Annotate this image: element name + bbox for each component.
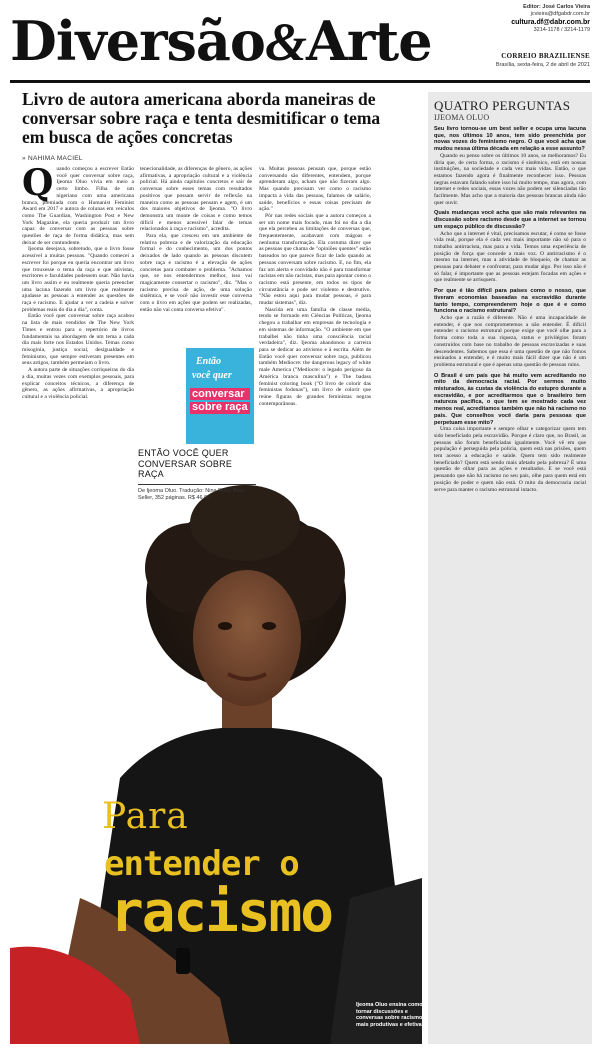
book-cover-line-2: você quer — [192, 370, 232, 381]
section-brand — [10, 10, 432, 73]
portrait-illustration — [10, 478, 422, 1044]
question: Seu livro tornou-se um best seller e ocupa uma lacuna que, nos últimos 10 anos, tem sido preenchida por novas vozes do feminismo negro. O que você acha que mudou nessa última década em relação a esse assunto? — [434, 126, 586, 153]
sidebar-subheading: IJEOMA OLUO — [434, 113, 490, 122]
book-caption-info: De Ijeoma Oluo. Tradução: Nina Rizzi. Best Seller, 352 páginas. R$ 46,00 — [138, 488, 245, 502]
masthead-rule — [10, 80, 590, 83]
book-caption — [138, 448, 256, 502]
book-caption-title: ENTÃO VOCÊ QUER CONVERSAR SOBRE RAÇA — [138, 448, 233, 479]
brand-ampersand: & — [264, 12, 306, 72]
book-cover — [186, 348, 254, 444]
answer: Acho que a razão é diferente. Não é uma incapacidade de entender, é que nos comprometemos a não entender. É difícil entender o racismo estrutural porque exige que você olhe para a forma como toda a sua riqueza, status e privilégios foram construídos com base no trabalho de pessoas escravizadas e suas descendentes. Sabemos que essa é uma questão de que não fomos ensinados a entender, e é muito mais fácil dizer que não é um problema estrutural e que é apenas uma questão de pessoas ruins. — [434, 314, 586, 368]
answer: Acho que a internet é vital, precisamos escutar, é como se fosse vida real, porque ela é cada vez mais importante não só para o trabalho antirracista, mas para a vida. Temos uma experiência de posição de força que concede a mais voz. O antirracismo é o mesmo na internet, mas a atividade de bloqueio, de chamar as pessoas para debater e confrontar, para mudar algo. Por isso não é só falar, é importante que as pessoas estejam focadas em ações e que realmente se arrisquem. — [434, 230, 586, 284]
paragraph: A autora parte de situações corriqueiras do dia a dia, muitas vezes com exemplos pessoais, para explicar conceitos técnicos, a diferença de gênero, as ações afirmativas, a apropriação cultural e a violência policial. — [22, 367, 134, 400]
article-column-3 — [259, 166, 371, 526]
section-email[interactable]: cultura.df@dabr.com.br — [511, 19, 590, 26]
editor-label: Editor: José Carlos Vieira — [523, 4, 590, 10]
article-byline: » NAHIMA MACIEL — [22, 155, 83, 162]
portrait-photo — [10, 478, 422, 1044]
paragraph: Nascida em uma família de classe média, tendo se formado em Ciências Políticas, Ijeoma chegou a trabalhar em empresas de tecnologia e em sistemas de informação. "O ambiente em que trabalhei não tinha uma consciência racial verdadeira", diz. Ijeoma abandonou a carreira para se dedicar ao ativismo e à escrita. Além de Então você quer conversar sobre raça, publicou também Mediocre: the dangerous legacy of white male America ("Medíocre: o legado perigoso da América branca masculina") e The badass feminist coloring book ("O livro de colorir das feministas fodonas"), um livro de colorir que reúne figuras de grandes feministas negras contemporâneas. — [259, 306, 371, 407]
paragraph: tenecionalidade, as diferenças de gênero, as ações afirmativas, a apropriação cultural e a violência policial. Há ainda capítulos concretos e sair de conversas sobre esses temas com resultados positivos que possam servir de reflexão na maneira como as pessoas pensam e agem, é um dos maiores objetivos de Ijeoma. "O livro demonstra um monte de coisas e como temos difícil e menos acessível falar de temas relacionados à raça e racismo", acredita. — [140, 166, 252, 233]
editor-info — [511, 4, 590, 34]
answer: Quando eu penso sobre os últimos 10 anos, se melhoramos? Eu diria que, de certa forma, o racismo é sistêmico, está em nossas instituições, na sociedade e cada vez mais vidas. Então, o que estamos fazendo agora é finalmente reconhecer isso. Pessoas negras estavam falando sobre isso há muito tempo, mas agora, com internet e redes sociais, essas vozes não podem ser silenciadas tão facilmente. Mas acho que a maioria das pessoas brancas ainda não quer ouvir. — [434, 152, 586, 206]
answer: Uma coisa importante e sempre olhar e categorizar quem tem sido beneficiado pela escravidão. Porque é claro que, no Brasil, as pessoas não foram beneficiadas igualmente. Você vê em que população é perseguida pela polícia, quem está nas prisões, quem tem acesso a educação e saúde. Quem tem sido realmente beneficiado? Quem está sendo mais afetado pela pobreza? É uma questão de olhar para as ações e resultados. E se você está pensando que não há racismo no seu país, olhe para quem está em posição de poder e quem não está. O mito da democracia racial serve para manter o racismo estrutural intacto. — [434, 426, 586, 493]
paragraph: uando começou a escrever Então você quer conversar sobre raça, Ijeoma Oluo vivia em meio a certo limbo. Filha de um nigeriano com uma americana branca, premiada com o Humanist Feminist Award em 2017 e autora de colunas em veículos como The Guardian, Washington Post e New York Magazine, ela queria produzir um livro capaz de conversar com as pessoas sobre questões de raça de forma didática, mas sem deixar de ser contundente. — [22, 166, 134, 246]
question: O Brasil é um país que há muito vem acreditando no mito da democracia racial. Por sermos muito misturados, às custas da violência do estupro durante a escravidão, e por acreditarmos que o brasileiro tem natureza pacífica, o que tem se mostrado cada vez menos real, acreditamos também que não há racismo no país. Que conselhos você daria para pessoas que perpetuam esse mito? — [434, 372, 586, 426]
article-column-1 — [22, 166, 134, 526]
book-cover-line-1: Então — [196, 356, 222, 367]
paragraph: va. Muitas pessoas pensam que, porque estão conversando são diferentes, entendem, porque aprenderam algo, acham que não fizeram algo. Mas quando precisam ver como o racismo impacta a vida das pessoas, falamos de salário, saúde, benefícios e essas coisas precisam de ação." — [259, 166, 371, 213]
paragraph: Então você quer conversar sobre raça acabou na lista de mais vendidos de The New York Times e entrou para o repertório de livros fundamentais na abordagem de um tema a cada dia mais forte nos Estados Unidos. Temas como misoginia, justiça social, desigualdade e feminismo, que sempre estiveram presentes em seus artigos, também permeiam o livro. — [22, 313, 134, 367]
sidebar-heading: QUATRO PERGUNTAS — [434, 98, 571, 113]
question: Por que é tão difícil para países como o nosso, que tiveram economias baseadas na escravidão durante tanto tempo, compreenderem hoje o que é e como funciona o racismo estrutural? — [434, 288, 586, 315]
drop-cap: Q — [22, 166, 54, 204]
paper-name: CORREIO BRAZILIENSE — [501, 52, 590, 60]
editor-phone: 3214-1178 / 3214-1179 — [533, 27, 590, 33]
paper-date: Brasília, sexta-feira, 2 de abril de 2021 — [495, 62, 590, 68]
photo-title-racismo: racismo — [110, 880, 333, 945]
article-headline: Livro de autora americana aborda maneiras de conversar sobre raça e tenta desmitificar o tema em busca de ações concretas — [22, 89, 381, 147]
brand-right: Arte — [305, 9, 432, 73]
question: Quais mudanças você acha que são mais relevantes na discussão sobre racismo desde que a internet se tornou um espaço público de discussão? — [434, 210, 586, 230]
paragraph: Ijeoma desejava, sobretudo, que o livro fosse acessível a muitas pessoas. "Quando comecei a escrever foi porque eu queria encontrar um livro que trouxesse o tema da raça e que ativistas, escritores e faculdades pudessem usar. Não havia um livro assim e eu realmente queria preencher uma lacuna fazendo um livro que realmente ajudasse as pessoas a entender as questões de raça e racismo. E ajudar a ver a cadeia e solver problemas reais do dia a dia", conta. — [22, 246, 134, 313]
article-column-2 — [140, 166, 252, 346]
masthead — [10, 4, 590, 78]
brand-left: Diversão — [10, 9, 265, 73]
book-cover-line-3: conversar sobre raça — [190, 388, 250, 414]
photo-title-entender: entender o — [104, 844, 299, 884]
sidebar-body — [434, 126, 586, 1038]
paragraph: Pôr nas redes sociais que a autora começou a ser um nome mais focado, mas foi no dia a dia que ela percebeu as limitações de conversas que, frequentemente, acabavam com mágoas e nenhuma transformação. Ela costuma dizer que as pessoas que chama de "opiniões quentes" estão baseados no que parece ficar de lado quando as pessoas conversam sobre racismo. E, no fim, ela faz um alerta e convidado não é para transformar racistas em não racistas, mas para apontar como o racismo está presente, em todos os tipos de circunstância e pode ser violento e destrutivo. "Não estou aqui para mudar pessoas, é para mudar sistemas", diz. — [259, 212, 371, 307]
paragraph: Para ela, que cresceu em um ambiente de relativa pobreza e de valorização da educação formal e do conhecimento, um dos pontos deixados de lado quando as pessoas discutem sobre raça e racismo é a elevação de ações concretas para combater o problema. "Achamos que, se nos entendermos melhor, isso vai magicamente consertar o racismo", diz. "Mas o racismo precisa de ação, de uma solução sistêmica, e se você não investir esse conversa com o livro em ações que podem ser realizadas, então não vai conta conversa efetiva". — [140, 233, 252, 313]
paper-info — [496, 52, 590, 68]
photo-title-para: Para — [102, 796, 189, 837]
interview-sidebar — [428, 92, 592, 1044]
photo-caption: Ijeoma Oluo ensina como tornar discussões e conversas sobre racismo mais produtivas e efetivas — [356, 1002, 425, 1029]
book-caption-rule — [138, 484, 256, 485]
editor-email[interactable]: jcvieira@dfgabdr.com.br — [530, 11, 590, 17]
